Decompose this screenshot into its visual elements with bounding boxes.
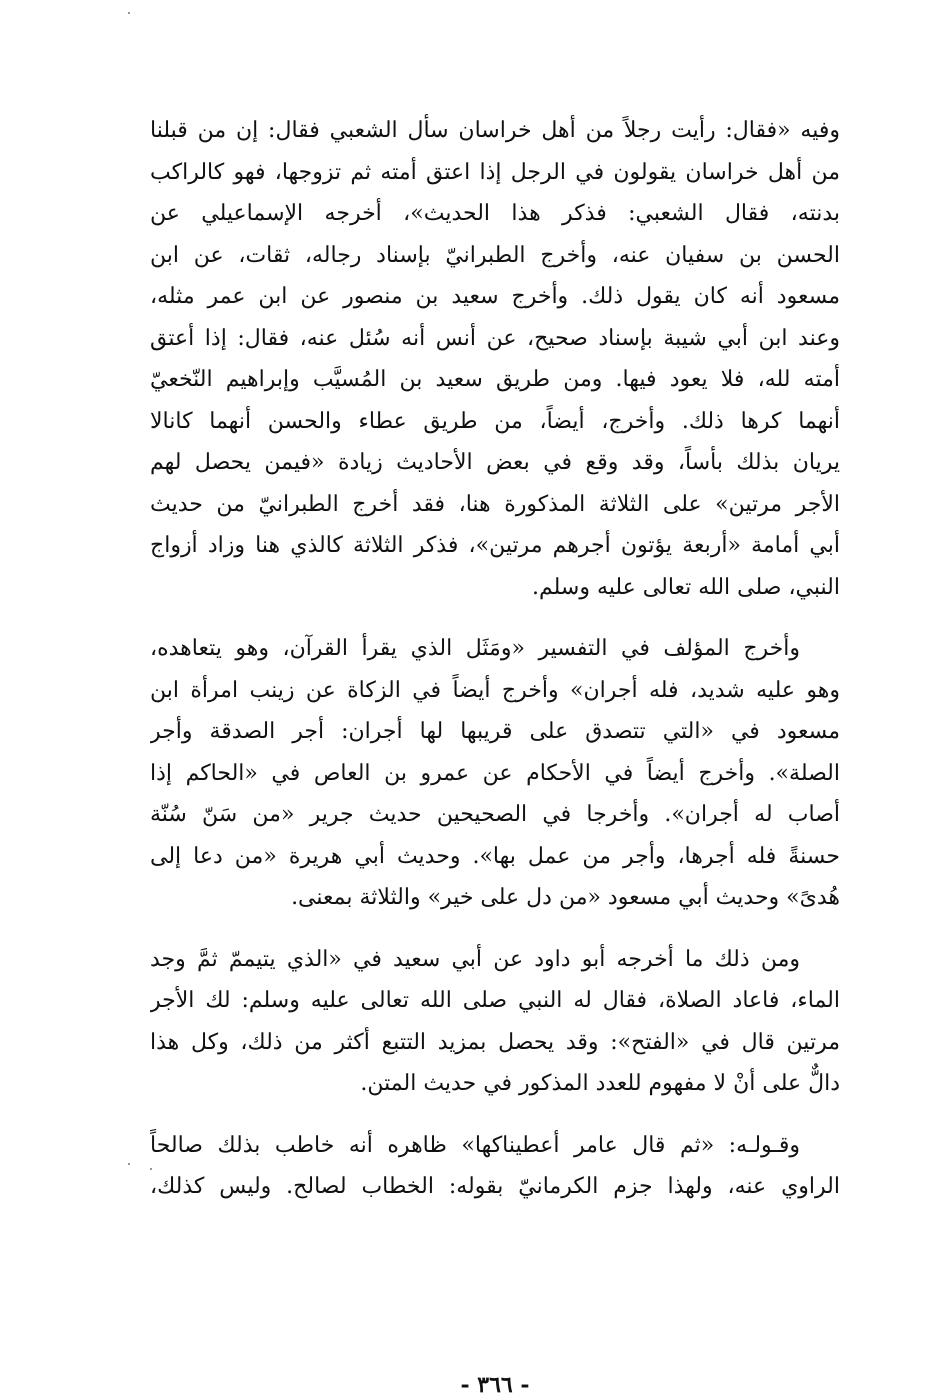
paragraph-2 xyxy=(150,628,840,919)
text-line: الراوي عنه، ولهذا جزم الكرمانيّ بقوله: الخطاب لصالح. وليس كذلك، xyxy=(150,1174,840,1199)
text-line: مسعود في «التي تتصدق على قريبها لها أجران: أجر الصدقة وأجر xyxy=(150,719,840,744)
paragraph-4 xyxy=(150,1125,840,1208)
text-line: مسعود أنه كان يقول ذلك. وأخرج سعيد بن منصور عن ابن عمر مثله، xyxy=(150,284,840,309)
text-line: حسنةً فله أجرها، وأجر من عمل بها». وحديث أبي هريرة «من دعا إلى xyxy=(150,843,840,869)
text-line: الماء، فاعاد الصلاة، فقال له النبي صلى الله تعالى عليه وسلم: لك الأجر xyxy=(150,988,840,1013)
scan-speck xyxy=(150,1168,152,1170)
text-line: النبي، صلى الله تعالى عليه وسلم. xyxy=(532,574,840,600)
text-line: الأجر مرتين» على الثلاثة المذكورة هنا، فقد أخرج الطبرانيّ من حديث xyxy=(150,491,840,517)
text-line: وعند ابن أبي شيبة بإسناد صحيح، عن أنس أنه سُئل عنه، فقال: إذا أعتق xyxy=(150,325,840,351)
text-line: وهو عليه شديد، فله أجران» وأخرج أيضاً في الزكاة عن زينب امرأة ابن xyxy=(150,677,840,703)
text-line: دالٌّ على أنْ لا مفهوم للعدد المذكور في حديث المتن. xyxy=(360,1071,840,1096)
text-line: أبي أمامة «أربعة يؤتون أجرهم مرتين»، فذكر الثلاثة كالذي هنا وزاد أزواج xyxy=(150,533,840,558)
text-line: مرتين قال في «الفتح»: وقد يحصل بمزيد التتبع أكثر من ذلك، وكل هذا xyxy=(150,1029,840,1055)
paragraph-gap xyxy=(150,1105,840,1125)
text-line: من أهل خراسان يقولون في الرجل إذا اعتق أمته ثم تزوجها، فهو كالراكب xyxy=(150,159,840,185)
text-line: الصلة». وأخرج أيضاً في الأحكام عن عمرو بن العاص في «الحاكم إذا xyxy=(150,760,840,786)
text-line: وقـولـه: «ثم قال عامر أعطيناكها» ظاهره أنه خاطب بذلك صالحاً xyxy=(150,1132,800,1158)
paragraph-1 xyxy=(150,110,840,608)
paragraph-gap xyxy=(150,608,840,628)
text-line: وفيه «فقال: رأيت رجلاً من أهل خراسان سأل الشعبي فقال: إن من قبلنا xyxy=(150,118,840,143)
text-line: الحسن بن سفيان عنه، وأخرج الطبرانيّ بإسناد رجاله، ثقات، عن ابن xyxy=(150,242,840,268)
text-line: بدنته، فقال الشعبي: فذكر هذا الحديث»، أخرجه الإسماعيلي عن xyxy=(150,201,840,226)
text-line: ومن ذلك ما أخرجه أبو داود عن أبي سعيد في «الذي يتيممّ ثمَّ وجد xyxy=(150,946,800,972)
scan-speck xyxy=(128,1163,130,1165)
text-line: أصاب له أجران». وأخرجا في الصحيحين حديث جرير «من سَنّ سُنّة xyxy=(150,802,840,827)
text-line: أنهما كرها ذلك. وأخرج، أيضاً، من طريق عطاء والحسن أنهما كانالا xyxy=(150,408,840,434)
page-body xyxy=(150,110,840,1398)
paragraph-gap xyxy=(150,919,840,939)
text-line: يريان بذلك بأساً، وقد وقع في بعض الأحاديث زيادة «فيمن يحصل لهم xyxy=(150,450,840,475)
page-number: - ٣٦٦ - xyxy=(460,1372,530,1398)
text-line: وأخرج المؤلف في التفسير «ومَثَل الذي يقرأ القرآن، وهو يتعاهده، xyxy=(150,636,800,661)
paragraph-3 xyxy=(150,939,840,1105)
text-line: أمته لله، فلا يعود فيها. ومن طريق سعيد بن المُسيَّب وإبراهيم النّخعيّ xyxy=(150,367,840,392)
scan-speck xyxy=(128,12,130,14)
text-line: هُدىً» وحديث أبي مسعود «من دل على خير» والثلاثة بمعنى. xyxy=(291,885,840,910)
